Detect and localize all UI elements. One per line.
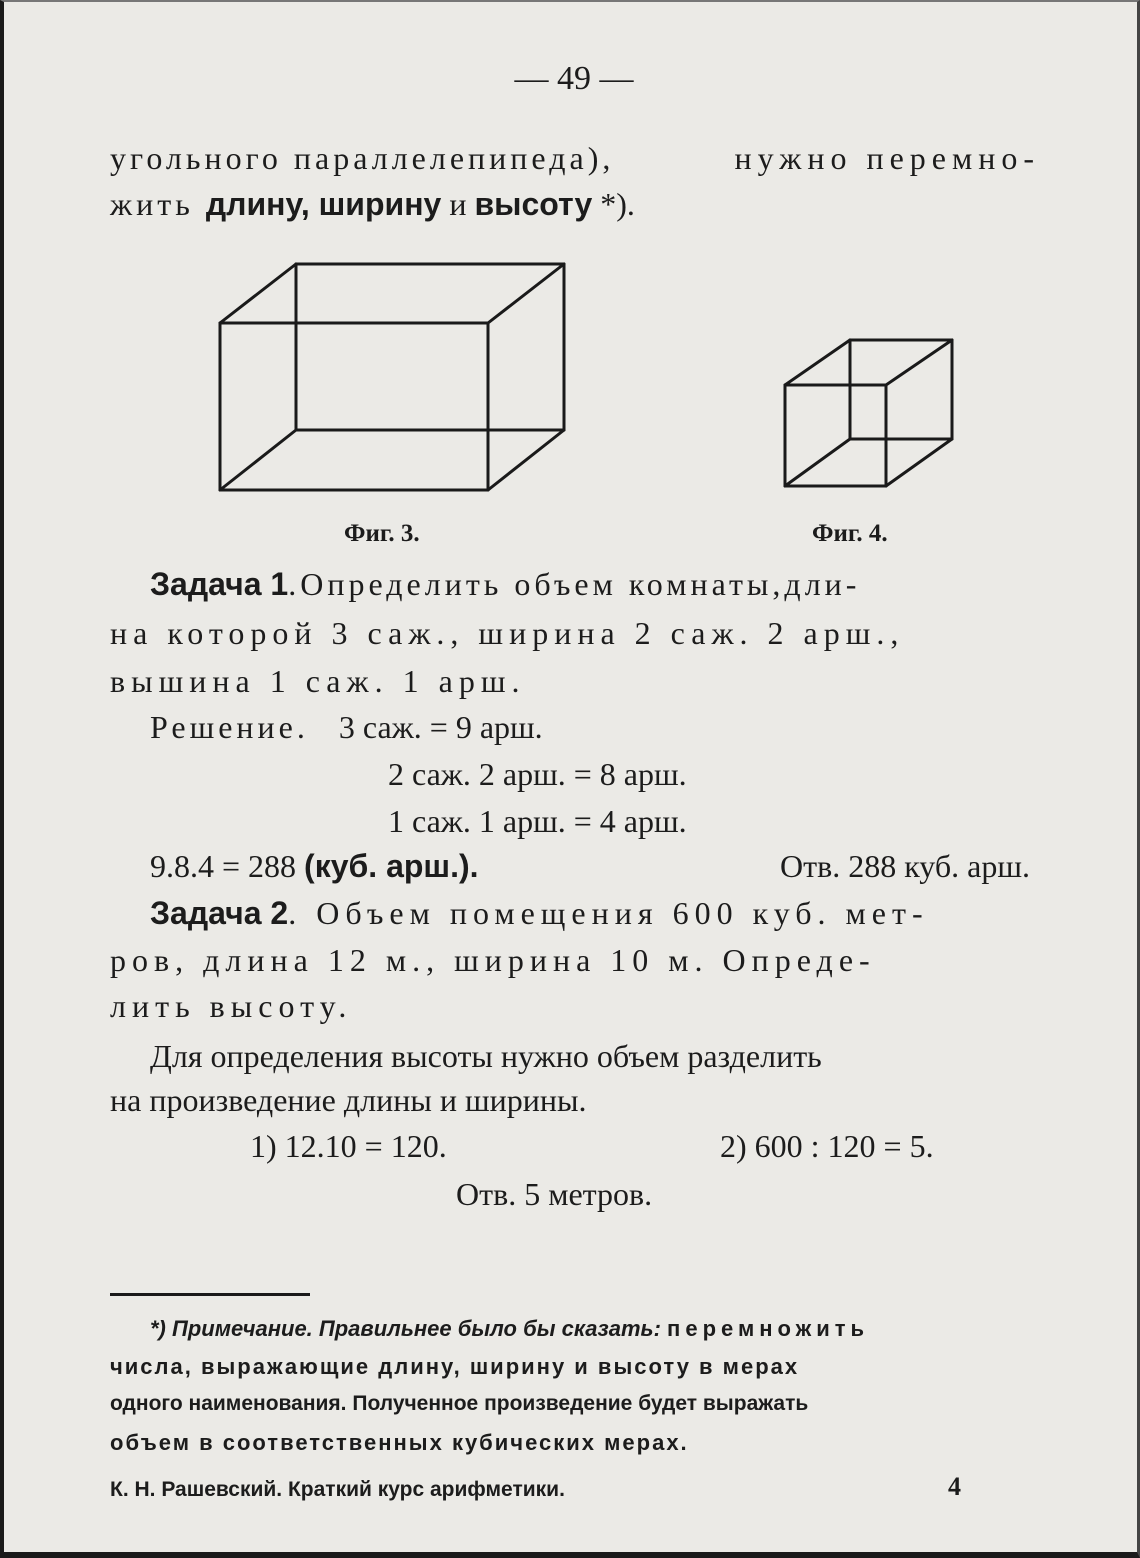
task1-calc-unit: (куб. арш.). bbox=[304, 848, 479, 884]
task2-calc-1: 1) 12.10 = 120. bbox=[250, 1128, 447, 1164]
task2-line-3: лить высоту. bbox=[110, 988, 353, 1024]
intro-bold-height: высоту bbox=[474, 186, 593, 222]
solution-step-1: 3 саж. = 9 арш. bbox=[338, 709, 543, 745]
figure-3-box bbox=[220, 264, 564, 490]
intro-word-multiply: жить bbox=[110, 186, 206, 222]
footnote-line-2: числа, выражающие длину, ширину и высоту в мерах bbox=[110, 1354, 800, 1379]
fig3-edge bbox=[488, 264, 564, 323]
task1-calc bbox=[150, 848, 479, 885]
fig4-edge bbox=[886, 340, 952, 385]
intro-word-and: и bbox=[441, 186, 475, 222]
footnote-line-1 bbox=[150, 1316, 869, 1342]
task1-text-1: .Определить объем комнаты,дли- bbox=[288, 566, 861, 602]
fig4-edge bbox=[886, 439, 952, 486]
footnote-word-multiply: перемножить bbox=[667, 1316, 870, 1341]
task1-label: Задача 1 bbox=[150, 566, 289, 602]
task2-explanation-2: на произведение длины и ширины. bbox=[110, 1082, 587, 1118]
footnote-line-4: объем в соответственных кубических мерах. bbox=[110, 1430, 689, 1455]
intro-bold-length-width: длину, ширину bbox=[205, 186, 442, 222]
page-number: — 49 — bbox=[514, 60, 634, 97]
fig3-edge bbox=[220, 264, 296, 323]
solution-step-2: 2 саж. 2 арш. = 8 арш. bbox=[388, 756, 687, 792]
task1-calc-line bbox=[150, 848, 1030, 885]
task1-solution-line bbox=[150, 709, 1080, 746]
figure-4-cube bbox=[785, 340, 952, 486]
intro-footnote-mark: *). bbox=[592, 186, 635, 222]
footnote-divider bbox=[110, 1293, 310, 1296]
solution-step-3: 1 саж. 1 арш. = 4 арш. bbox=[388, 803, 687, 839]
task1-line-2: на которой 3 саж., ширина 2 саж. 2 арш., bbox=[110, 615, 905, 651]
task2-explanation-1: Для определения высоты нужно объем разделить bbox=[150, 1038, 822, 1074]
fig4-edge bbox=[785, 340, 850, 385]
intro-line-1-end: нужно перемно- bbox=[734, 140, 1040, 176]
fig4-edge bbox=[785, 439, 850, 486]
task1-calc-expr: 9.8.4 = 288 bbox=[150, 848, 305, 884]
solution-label: Решение. bbox=[150, 709, 309, 745]
footnote-line-3: одного наименования. Полученное произведение будет выражать bbox=[110, 1392, 809, 1415]
fig3-edge bbox=[220, 430, 296, 490]
task2-label: Задача 2 bbox=[150, 895, 289, 931]
task1-answer: Отв. 288 куб. арш. bbox=[780, 848, 1030, 884]
intro-line-1-start: угольного параллелепипеда), bbox=[110, 140, 615, 176]
fig3-edge bbox=[488, 430, 564, 490]
figures-drawing bbox=[4, 2, 1140, 562]
task2-line-1 bbox=[150, 895, 1040, 932]
footnote-note-label: *) Примечание. Правильнее было бы сказать: bbox=[150, 1316, 668, 1341]
figure-3-caption: Фиг. 3. bbox=[344, 520, 420, 547]
running-footer: К. Н. Рашевский. Краткий курс арифметики. bbox=[110, 1478, 565, 1501]
task2-answer: Отв. 5 метров. bbox=[456, 1176, 653, 1212]
task2-calc-2: 2) 600 : 120 = 5. bbox=[720, 1128, 934, 1164]
task2-line-2: ров, длина 12 м., ширина 10 м. Опреде- bbox=[110, 942, 876, 978]
figure-4-caption: Фиг. 4. bbox=[812, 520, 888, 547]
signature-mark: 4 bbox=[948, 1472, 961, 1501]
task2-text-1: . Объем помещения 600 куб. мет- bbox=[288, 895, 929, 931]
task1-line-3: вышина 1 саж. 1 арш. bbox=[110, 663, 526, 699]
task1-line-1 bbox=[150, 566, 1040, 603]
